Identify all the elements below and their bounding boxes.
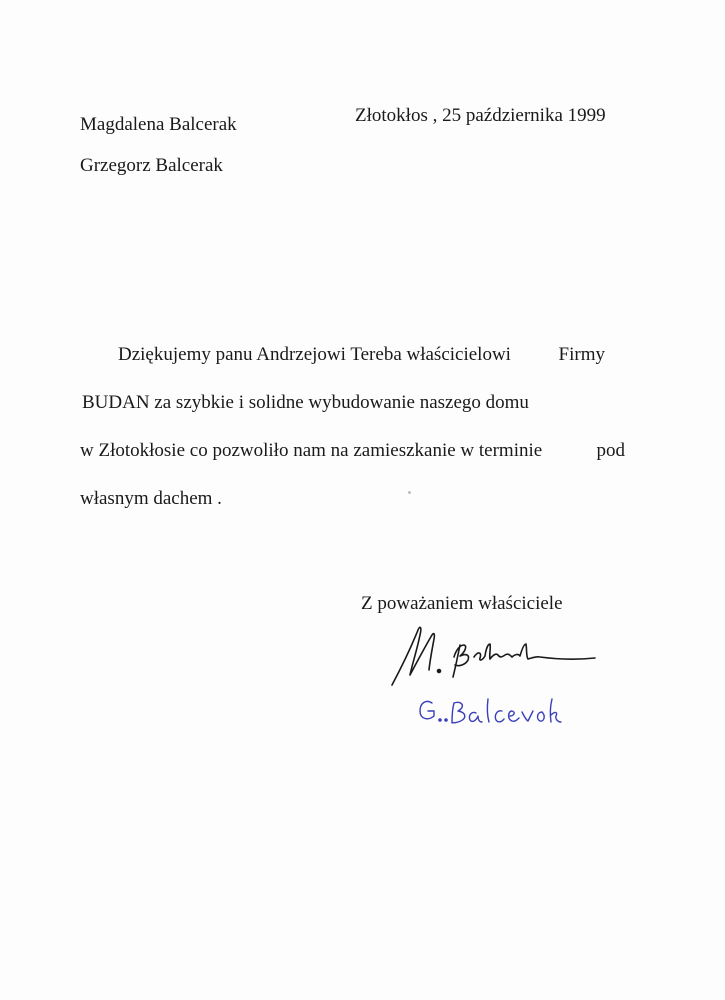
signature-g-balcerak [420, 699, 561, 723]
body-line-1-left: Dziękujemy panu Andrzejowi Tereba właścicielowi [118, 344, 511, 365]
place-date: Złotokłos , 25 października 1999 [355, 105, 606, 126]
sender-name-2: Grzegorz Balcerak [80, 155, 223, 176]
body-line-3 [80, 439, 625, 462]
closing-line: Z poważaniem właściciele [361, 593, 563, 614]
signature-m-balcerak [392, 627, 595, 685]
body-line-1-right: Firmy [558, 344, 605, 365]
paper-speck [408, 491, 411, 494]
body-line-3-left: w Złotokłosie co pozwoliło nam na zamieszkanie w terminie [80, 440, 543, 461]
sender-block [80, 104, 237, 186]
signatures [390, 615, 620, 730]
body-line-3-right: pod [596, 440, 625, 461]
body-line-1 [118, 343, 605, 366]
sender-name-1: Magdalena Balcerak [80, 114, 237, 135]
body-line-2: BUDAN za szybkie i solidne wybudowanie naszego domu [82, 392, 529, 413]
body-line-4: własnym dachem . [80, 488, 222, 509]
